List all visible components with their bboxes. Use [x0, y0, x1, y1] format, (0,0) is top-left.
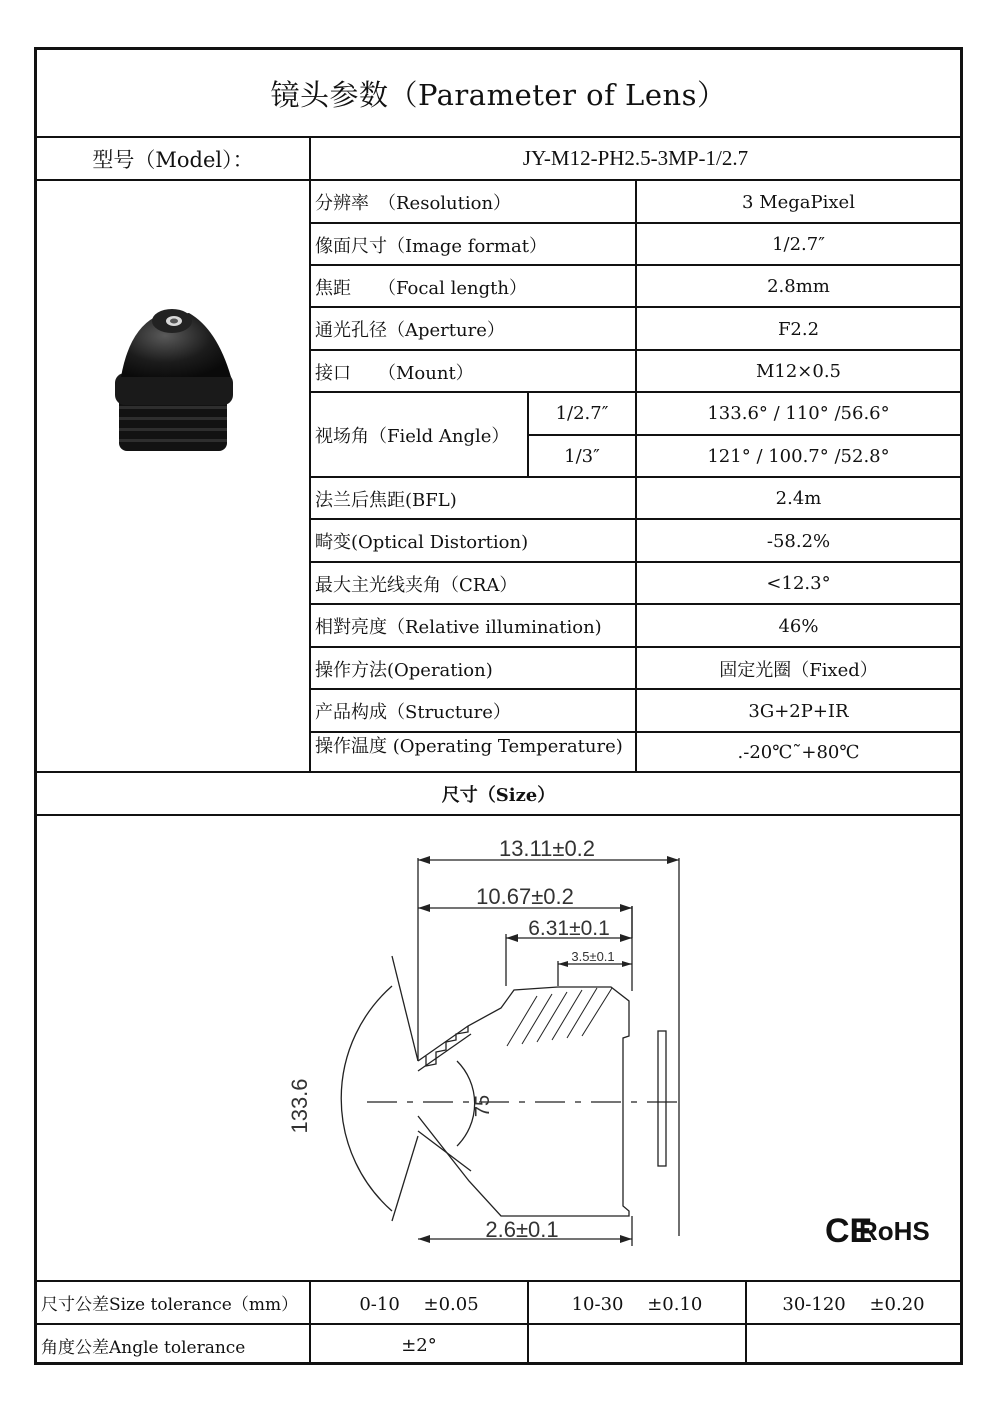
rohs-logo: RoHS — [859, 1216, 930, 1246]
field-angle-value-1: 133.6° / 110° /56.6° — [707, 403, 890, 424]
size-tolerance-30-120: 30-120 ±0.20 — [782, 1293, 925, 1315]
empty-cell — [747, 1325, 960, 1365]
spec-value-bfl: 2.4m — [775, 488, 822, 509]
empty-cell — [529, 1325, 745, 1365]
spec-label-relative-illumination: 相對亮度（Relative illumination) — [315, 617, 602, 638]
spec-label-image-format: 像面尺寸（Image format） — [315, 235, 547, 257]
product-photo-cell — [37, 181, 309, 771]
dim-overall-length: 13.11±0.2 — [498, 836, 596, 861]
dimension-drawing — [37, 816, 960, 1280]
field-angle-format-1: 1/2.7″ — [555, 403, 609, 424]
size-tolerance-0-10: 0-10 ±0.05 — [359, 1293, 479, 1315]
dim-thread-length: 3.5±0.1 — [571, 949, 615, 964]
spec-value-operating-temperature: .-20℃˜+80℃ — [737, 741, 860, 763]
spec-value-distortion: -58.2% — [766, 530, 831, 552]
field-angle-format-2: 1/3″ — [564, 445, 600, 467]
spec-value-mount: M12×0.5 — [755, 361, 842, 382]
page-title: 镜头参数（Parameter of Lens） — [270, 77, 727, 112]
spec-label-aperture: 通光孔径（Aperture） — [315, 320, 505, 341]
angle-tolerance-label: 角度公差Angle tolerance — [41, 1337, 246, 1358]
spec-label-distortion: 畸变(Optical Distortion) — [315, 532, 529, 553]
spec-value-focal-length: 2.8mm — [767, 276, 830, 297]
field-angle-value-2: 121° / 100.7° /52.8° — [707, 445, 890, 467]
dim-barrel-length: 6.31±0.1 — [528, 917, 610, 940]
dim-inner-angle: 75 — [472, 1094, 494, 1118]
spec-label-operation: 操作方法(Operation) — [315, 659, 493, 681]
spec-sheet — [34, 47, 963, 1365]
ce-logo: CE — [825, 1212, 873, 1250]
spec-value-aperture: F2.2 — [777, 318, 820, 340]
spec-label-focal-length: 焦距 （Focal length） — [315, 277, 527, 299]
spec-value-cra: <12.3° — [766, 573, 831, 594]
spec-label-bfl: 法兰后焦距(BFL) — [315, 489, 457, 511]
spec-value-structure: 3G+2P+IR — [748, 700, 849, 722]
spec-value-operation: 固定光圈（Fixed） — [719, 659, 878, 681]
spec-label-operating-temperature: 操作温度 (Operating Temperature) — [315, 736, 623, 757]
spec-label-structure: 产品构成（Structure） — [315, 702, 511, 723]
spec-label-field-angle: 视场角（Field Angle） — [315, 425, 510, 447]
lens-photo — [37, 181, 309, 771]
angle-tolerance-value: ±2° — [401, 1334, 437, 1356]
spec-value-relative-illumination: 46% — [778, 615, 819, 637]
dim-view-angle: 133.6 — [287, 1078, 312, 1134]
dim-body-length: 10.67±0.2 — [476, 884, 574, 909]
spec-label-resolution: 分辨率 （Resolution） — [315, 193, 512, 214]
spec-label-cra: 最大主光线夹角（CRA） — [315, 574, 518, 596]
size-header: 尺寸（Size） — [441, 784, 556, 806]
spec-value-resolution: 3 MegaPixel — [742, 191, 855, 213]
size-tolerance-label: 尺寸公差Size tolerance（mm） — [41, 1295, 299, 1315]
spec-label-mount: 接口 （Mount） — [315, 362, 474, 384]
dim-flange: 2.6±0.1 — [485, 1217, 559, 1242]
model-label: 型号（Model）： — [92, 147, 254, 172]
spec-value-image-format: 1/2.7″ — [772, 234, 825, 255]
size-tolerance-10-30: 10-30 ±0.10 — [571, 1293, 703, 1315]
model-value: JY-M12-PH2.5-3MP-1/2.7 — [522, 146, 749, 170]
